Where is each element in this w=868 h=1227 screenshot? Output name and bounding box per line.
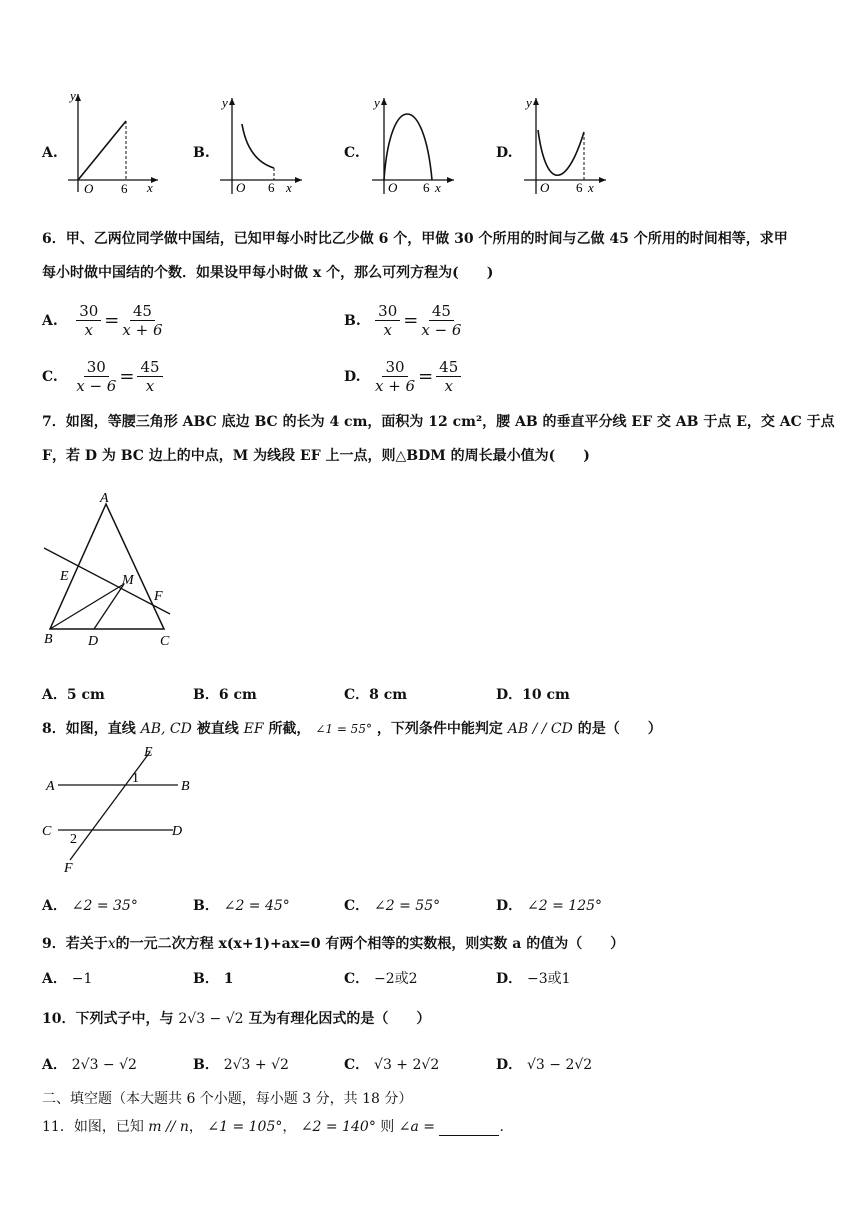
q11-mn: m // n	[148, 1119, 189, 1135]
q7-label-c: C	[160, 634, 170, 649]
q10-option-a-label: A．	[42, 1057, 67, 1073]
q11-prefix: 11．如图，已知	[42, 1119, 144, 1135]
q8-suffix: ，下列条件中能判定	[376, 721, 503, 737]
q6-option-a-label: A.	[42, 312, 58, 329]
q9-text: 的一元二次方程 x(x+1)+ax=0 有两个相等的实数根，则实数 a 的值为（ ）	[115, 936, 625, 952]
q5-b-origin: O	[236, 180, 246, 195]
q10-option-d-label: D．	[496, 1057, 523, 1073]
q6-c-ld: x − 6	[76, 377, 117, 395]
q6-line1: 6．甲、乙两位同学做中国结，已知甲每小时比乙少做 6 个，甲做 30 个所用的时间与乙做 45 个所用的时间相等，求甲	[42, 231, 788, 247]
q8-option-c-label: C．	[344, 898, 370, 914]
q6-d-rd: x	[444, 377, 453, 395]
q5-graph-a	[62, 88, 162, 200]
q5-a-x: x	[147, 180, 153, 195]
q7-option-c-label: C．	[344, 687, 370, 703]
q7-line1: 7．如图，等腰三角形 ABC 底边 BC 的长为 4 cm，面积为 12 cm²，腰 AB 的垂直平分线 EF 交 AB 于点 E，交 AC 于点	[42, 414, 835, 430]
q7-option-a[interactable]	[42, 684, 105, 704]
q11-angle2: ∠2 = 140°	[300, 1119, 376, 1135]
q7-triangle-figure	[38, 488, 178, 650]
q6-option-c[interactable]: C. $\frac{30}{x - 6}$ = $\frac{45}{x}$	[42, 358, 163, 395]
q6-b-ln: 30	[375, 302, 400, 321]
q10-option-d[interactable]	[496, 1054, 592, 1074]
q5-b-y: y	[222, 95, 228, 110]
q10-prefix: 10．下列式子中，与	[42, 1011, 174, 1027]
q7-option-d[interactable]	[496, 684, 570, 704]
q6-b-rn: 45	[429, 302, 454, 321]
q11-then: 则	[380, 1119, 395, 1135]
q5-a-tick: 6	[121, 181, 128, 196]
q6-a-ld: x	[84, 321, 93, 339]
q8-option-d[interactable]	[496, 895, 602, 915]
q8-ef: EF	[243, 721, 264, 737]
q7-option-d-label: D．	[496, 687, 523, 703]
q7-option-a-label: A．	[42, 687, 67, 703]
q6-b-ld: x	[383, 321, 392, 339]
q5-d-y: y	[526, 95, 532, 110]
q5-option-d-label: D.	[496, 145, 513, 161]
q9-option-d[interactable]	[496, 968, 571, 988]
q6-option-a[interactable]: A. $\frac{30}{x}$ = $\frac{45}{x + 6}$	[42, 302, 163, 339]
q8-option-b-text: ∠2 = 45°	[223, 898, 290, 914]
q5-option-a-label: A.	[42, 145, 58, 161]
q6-c-rd: x	[145, 377, 155, 395]
q5-graph-c	[368, 94, 458, 202]
q10-option-b-text: 2√3 + √2	[223, 1057, 289, 1073]
q8-option-a-text: ∠2 = 35°	[71, 898, 138, 914]
q7-label-e: E	[60, 569, 69, 584]
q8-option-a[interactable]	[42, 895, 138, 915]
q8-option-a-label: A．	[42, 898, 67, 914]
q7-label-a: A	[100, 491, 109, 506]
q9-option-d-label: D．	[496, 971, 523, 987]
q8-prefix: 8．如图，直线	[42, 721, 136, 737]
q10-stem	[42, 1008, 430, 1028]
q10-option-b-label: B．	[193, 1057, 219, 1073]
q8-label-e: E	[144, 745, 153, 760]
q6-b-rd: x − 6	[421, 321, 462, 339]
q6-a-rd: x + 6	[122, 321, 163, 339]
q6-option-c-label: C.	[42, 368, 58, 385]
q6-a-rn: 45	[130, 302, 155, 321]
q8-label-a: A	[46, 779, 55, 794]
q9-option-c-label: C．	[344, 971, 370, 987]
q5-graph-b	[216, 94, 306, 202]
q8-stem	[42, 718, 662, 738]
q10-option-c-label: C．	[344, 1057, 370, 1073]
q5-option-b-label: B.	[193, 145, 210, 161]
q6-option-d-label: D.	[344, 368, 361, 385]
q10-option-c[interactable]	[344, 1054, 439, 1074]
q11-ask: ∠a =	[398, 1119, 435, 1135]
q9-option-b-text: 1	[223, 971, 234, 987]
q6-c-rn: 45	[137, 358, 162, 377]
q11-stem: 11．如图，已知 m // n， ∠1 = 105°， ∠2 = 140° 则 ∠a = .	[42, 1119, 504, 1135]
q8-label-b: B	[181, 779, 190, 794]
q5-a-y: y	[70, 88, 76, 103]
q5-b-x: x	[286, 180, 292, 195]
q8-option-c-text: ∠2 = 55°	[374, 898, 441, 914]
q6-line2: 每小时做中国结的个数．如果设甲每小时做 x 个，那么可列方程为( )	[42, 265, 494, 281]
q5-c-x: x	[435, 180, 441, 195]
q9-option-a[interactable]	[42, 968, 92, 988]
q6-d-ld: x + 6	[374, 377, 416, 395]
q9-stem	[42, 933, 624, 953]
q8-option-c[interactable]	[344, 895, 440, 915]
q6-d-rn: 45	[436, 358, 461, 377]
q8-option-d-label: D．	[496, 898, 523, 914]
q7-label-f: F	[154, 589, 163, 604]
q9-option-c[interactable]	[344, 968, 418, 988]
q9-option-b[interactable]	[193, 968, 233, 988]
q6-a-ln: 30	[76, 302, 101, 321]
q5-c-y: y	[374, 95, 380, 110]
q10-expr: 2√3 − √2	[178, 1011, 244, 1027]
q7-label-d: D	[88, 634, 99, 649]
q5-graph-d	[520, 94, 610, 202]
q9-option-c-text: −2或2	[374, 971, 418, 987]
q5-c-tick: 6	[423, 180, 430, 195]
q8-label-f: F	[64, 861, 73, 875]
q8-angle-1: 1	[132, 771, 139, 786]
q11-end: .	[499, 1119, 504, 1135]
q7-option-c[interactable]	[344, 684, 407, 704]
q7-line2: F，若 D 为 BC 边上的中点，M 为线段 EF 上一点，则△BDM 的周长最小值为( )	[42, 448, 590, 464]
q10-option-a-text: 2√3 − √2	[71, 1057, 137, 1073]
q7-option-b[interactable]	[193, 684, 257, 704]
q5-b-tick: 6	[268, 180, 275, 195]
q8-parallel-figure	[38, 740, 198, 875]
q11-answer-blank[interactable]	[439, 1121, 499, 1136]
q8-option-d-text: ∠2 = 125°	[527, 898, 603, 914]
q9-prefix: 9．若关于	[42, 936, 108, 952]
section2-title: 二、填空题（本大题共 6 个小题，每小题 3 分，共 18 分）	[42, 1091, 413, 1107]
q8-angle: ∠1 = 55°	[315, 722, 372, 736]
q9-option-b-label: B．	[193, 971, 219, 987]
q6-option-b-label: B.	[344, 312, 361, 329]
q10-suffix: 互为有理化因式的是（ ）	[248, 1011, 431, 1027]
q10-option-d-text: √3 − 2√2	[527, 1057, 593, 1073]
q7-option-b-label: B．	[193, 687, 219, 703]
q9-option-a-text: −1	[71, 971, 93, 987]
q10-option-b[interactable]	[193, 1054, 289, 1074]
q6-d-ln: 30	[382, 358, 407, 377]
q5-a-origin: O	[84, 181, 94, 196]
q5-d-origin: O	[540, 180, 550, 195]
q9-var: x	[107, 936, 116, 952]
q8-parallel: AB / / CD	[507, 721, 573, 737]
q8-mid2: 所截，	[268, 721, 311, 737]
q7-label-m: M	[122, 573, 134, 588]
q8-mid: 被直线	[196, 721, 239, 737]
q8-label-d: D	[172, 824, 183, 839]
q6-option-d[interactable]: D. $\frac{30}{x + 6}$ = $\frac{45}{x}$	[344, 358, 461, 395]
q5-option-c-label: C.	[344, 145, 360, 161]
q6-option-b[interactable]: B. $\frac{30}{x}$ = $\frac{45}{x - 6}$	[344, 302, 462, 339]
q9-option-a-label: A．	[42, 971, 67, 987]
q7-option-d-text: 10 cm	[522, 687, 570, 703]
q5-d-tick: 6	[576, 180, 583, 195]
q10-option-a[interactable]	[42, 1054, 137, 1074]
q6-c-ln: 30	[84, 358, 109, 377]
q11-angle1: ∠1 = 105°	[207, 1119, 283, 1135]
q7-label-b: B	[44, 632, 53, 647]
q8-option-b[interactable]	[193, 895, 290, 915]
q10-option-c-text: √3 + 2√2	[374, 1057, 440, 1073]
q8-option-b-label: B．	[193, 898, 219, 914]
q7-option-b-text: 6 cm	[218, 687, 257, 703]
q7-option-a-text: 5 cm	[66, 687, 105, 703]
q5-c-origin: O	[388, 180, 398, 195]
q8-lines: AB, CD	[140, 721, 192, 737]
q7-option-c-text: 8 cm	[369, 687, 408, 703]
q8-angle-2: 2	[70, 832, 77, 847]
q8-end: 的是（ ）	[577, 721, 662, 737]
q9-option-d-text: −3或1	[527, 971, 571, 987]
q5-d-x: x	[588, 180, 594, 195]
q8-label-c: C	[42, 824, 52, 839]
